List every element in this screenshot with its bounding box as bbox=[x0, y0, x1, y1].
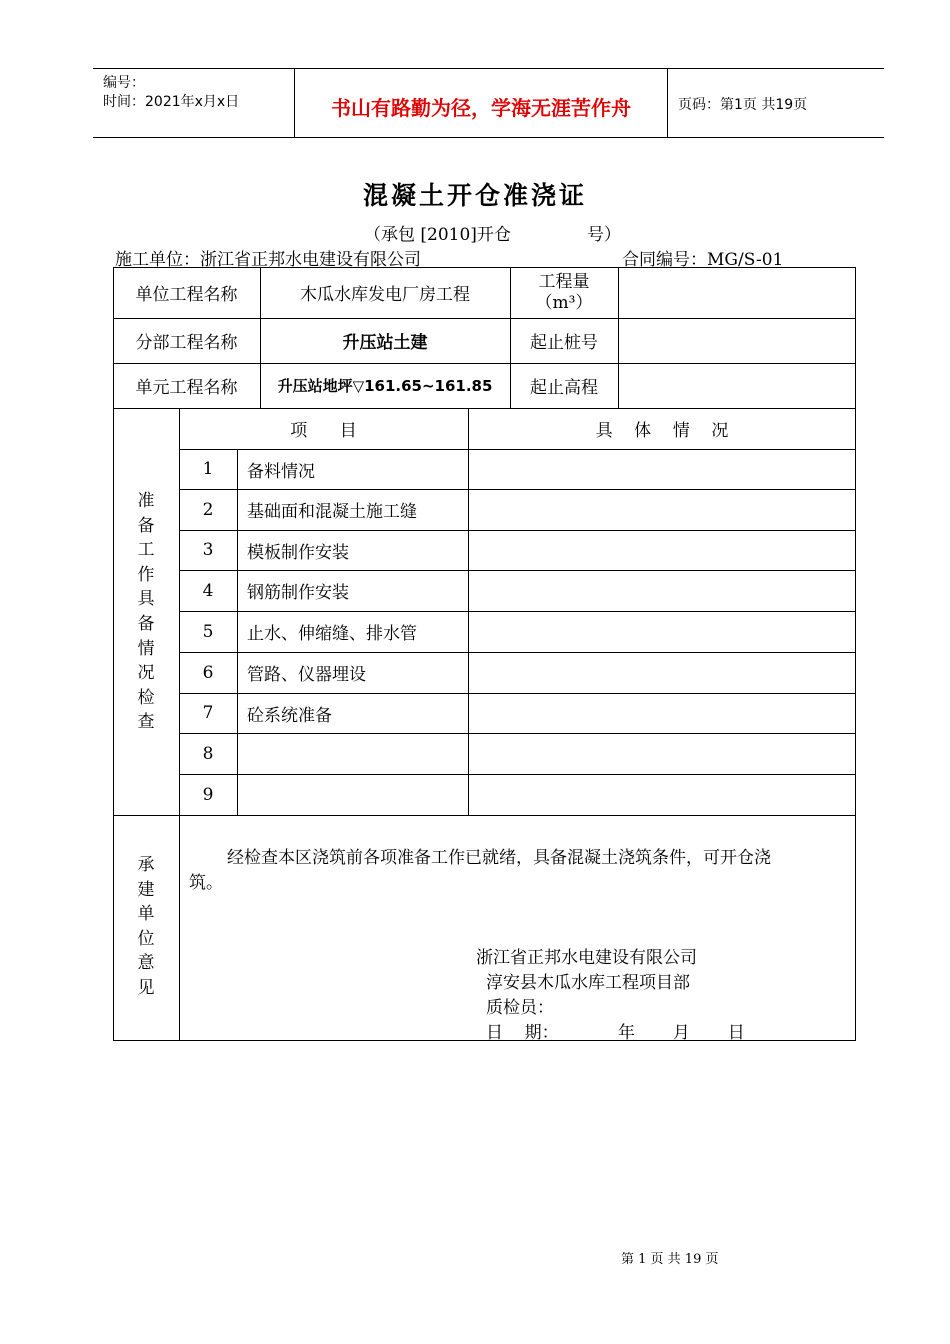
quantity-label-cell bbox=[510, 267, 618, 318]
opinion-inspector: 质检员： bbox=[486, 998, 554, 1018]
item-name: 止水、伸缩缝、排水管 bbox=[247, 624, 417, 644]
item-number: 4 bbox=[202, 580, 214, 601]
page-header bbox=[93, 68, 884, 138]
quantity-label: 工程量 bbox=[538, 271, 590, 292]
station-range-label: 起止桩号 bbox=[530, 333, 598, 353]
item-name bbox=[247, 774, 467, 815]
item-name: 砼系统准备 bbox=[247, 705, 332, 726]
construction-unit: 施工单位：浙江省正邦水电建设有限公司 bbox=[115, 250, 421, 270]
opinion-company: 浙江省正邦水电建设有限公司 bbox=[476, 948, 697, 968]
opinion-date: 日 期： 年 月 日 bbox=[486, 1023, 745, 1043]
item-name: 钢筋制作安装 bbox=[247, 583, 349, 603]
code-label: 编号： bbox=[103, 75, 145, 91]
item-name: 模板制作安装 bbox=[247, 542, 349, 563]
opinion-department: 淳安县木瓜水库工程项目部 bbox=[486, 973, 690, 993]
opinion-text-line2: 筑。 bbox=[189, 873, 223, 893]
item-number: 1 bbox=[202, 459, 214, 479]
item-name: 管路、仪器埋设 bbox=[247, 665, 366, 685]
item-column-header: 项 目 bbox=[290, 421, 357, 441]
item-number: 3 bbox=[202, 540, 214, 560]
division-project-label: 分部工程名称 bbox=[135, 333, 238, 353]
number-col-divider bbox=[237, 449, 238, 815]
quantity-unit: （m³） bbox=[535, 292, 593, 313]
quantity-value bbox=[618, 267, 856, 318]
unit-project-value: 木瓜水库发电厂房工程 bbox=[300, 285, 470, 305]
checklist-side-label: 准备工作具备情况检查 bbox=[137, 491, 155, 733]
subtitle-close: 号） bbox=[587, 225, 621, 245]
subtitle-open: （承包 [2010]开仓 bbox=[364, 225, 511, 245]
item-number: 7 bbox=[202, 703, 214, 723]
header-right-cell bbox=[668, 69, 884, 137]
detail-column-header: 具 体 情 况 bbox=[595, 421, 729, 441]
page-footer: 第 1 页 共 19 页 bbox=[621, 1252, 719, 1267]
item-name bbox=[247, 733, 467, 774]
motto-text: 书山有路勤为径，学海无涯苦作舟 bbox=[331, 96, 631, 120]
item-number: 5 bbox=[202, 621, 214, 642]
header-center-cell bbox=[295, 69, 668, 137]
division-project-value: 升压站土建 bbox=[342, 333, 428, 353]
elevation-range-value bbox=[618, 363, 856, 408]
header-left-cell bbox=[93, 69, 295, 137]
item-name: 基础面和混凝土施工缝 bbox=[247, 502, 417, 522]
contract-number: 合同编号：MG/S-01 bbox=[622, 250, 784, 270]
time-label: 时间：2021年x月x日 bbox=[103, 94, 240, 110]
unit-project-label: 单位工程名称 bbox=[135, 285, 238, 305]
element-project-value: 升压站地坪▽161.65~161.85 bbox=[277, 377, 493, 395]
document-title: 混凝土开仓准浇证 bbox=[362, 181, 587, 210]
section-divider bbox=[113, 815, 856, 816]
item-number: 9 bbox=[202, 784, 214, 805]
item-number: 6 bbox=[202, 662, 214, 683]
item-number: 8 bbox=[202, 743, 214, 764]
station-range-value bbox=[618, 318, 856, 363]
element-project-label: 单元工程名称 bbox=[135, 378, 238, 398]
opinion-text-line1: 经检查本区浇筑前各项准备工作已就绪，具备混凝土浇筑条件，可开仓浇 bbox=[227, 848, 771, 868]
elevation-range-label: 起止高程 bbox=[530, 378, 598, 398]
opinion-side-label: 承建单位意见 bbox=[137, 855, 155, 998]
item-name: 备料情况 bbox=[247, 461, 315, 482]
page-indicator: 页码：第1页 共19页 bbox=[678, 97, 808, 113]
item-number: 2 bbox=[202, 499, 214, 520]
